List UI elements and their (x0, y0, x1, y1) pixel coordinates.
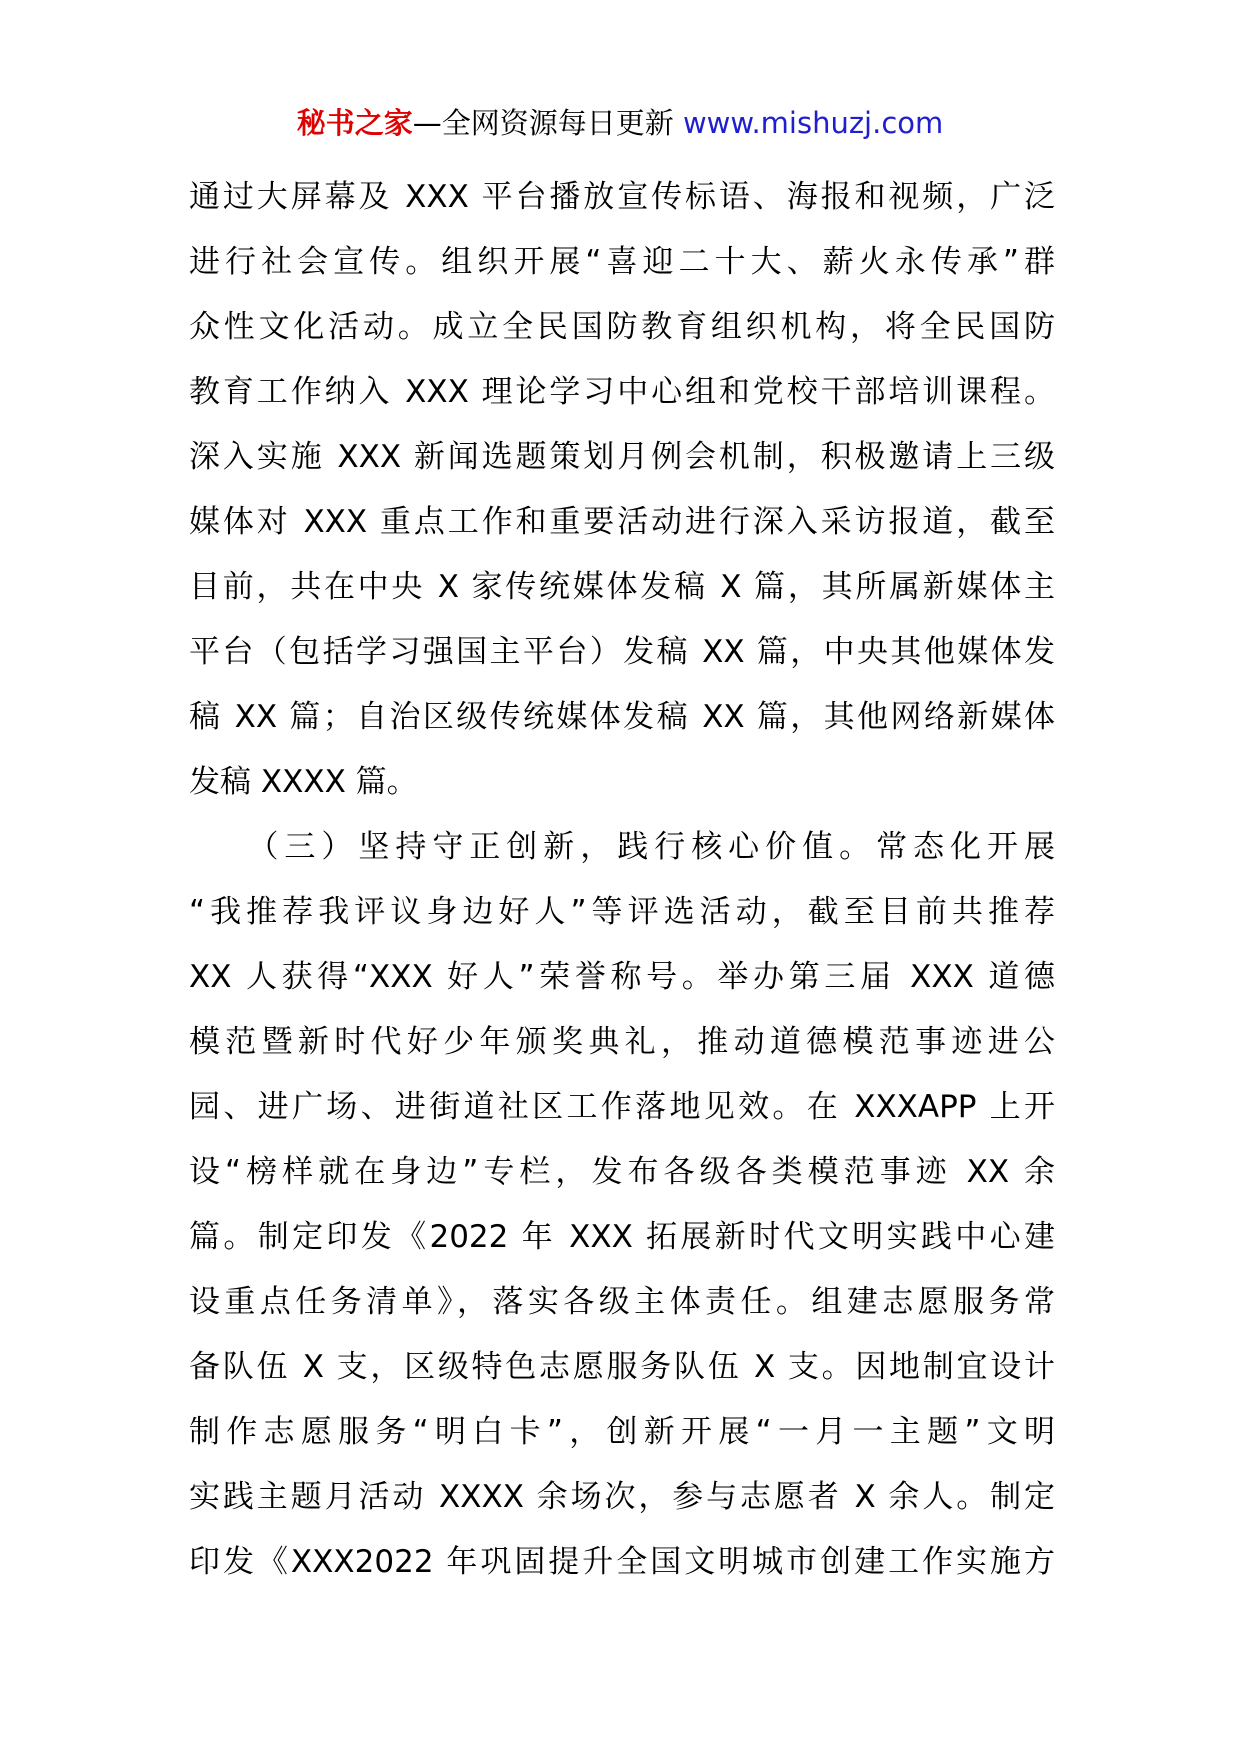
site-url-link[interactable]: www.mishuzj.com (682, 106, 944, 140)
page-header (0, 101, 1240, 145)
text-line: 教育工作纳入 XXX 理论学习中心组和党校干部培训课程。 (189, 374, 1055, 410)
text-line: 制作志愿服务“明白卡”，创新开展“一月一主题”文明 (189, 1414, 1055, 1450)
site-brand: 秘书之家 (296, 106, 413, 140)
text-line: 众性文化活动。成立全民国防教育组织机构，将全民国防 (189, 309, 1055, 345)
text-line: 发稿 XXXX 篇。 (189, 764, 418, 800)
text-line: 进行社会宣传。组织开展“喜迎二十大、薪火永传承”群 (189, 244, 1055, 280)
text-line: 设“榜样就在身边”专栏，发布各级各类模范事迹 XX 余 (189, 1154, 1055, 1190)
text-line: 篇。制定印发《2022 年 XXX 拓展新时代文明实践中心建 (189, 1219, 1055, 1255)
text-line: 备队伍 X 支，区级特色志愿服务队伍 X 支。因地制宜设计 (189, 1349, 1055, 1385)
document-body (189, 165, 1055, 1595)
text-line: 印发《XXX2022 年巩固提升全国文明城市创建工作实施方 (189, 1544, 1055, 1580)
text-line: 园、进广场、进街道社区工作落地见效。在 XXXAPP 上开 (189, 1089, 1055, 1125)
text-line: 媒体对 XXX 重点工作和重要活动进行深入采访报道，截至 (189, 504, 1055, 540)
text-line: 目前，共在中央 X 家传统媒体发稿 X 篇，其所属新媒体主 (189, 569, 1055, 605)
text-line: 稿 XX 篇；自治区级传统媒体发稿 XX 篇，其他网络新媒体 (189, 699, 1055, 735)
text-line: 设重点任务清单》，落实各级主体责任。组建志愿服务常 (189, 1284, 1055, 1320)
text-line: 模范暨新时代好少年颁奖典礼，推动道德模范事迹进公 (189, 1024, 1055, 1060)
text-line: 平台（包括学习强国主平台）发稿 XX 篇，中央其他媒体发 (189, 634, 1055, 670)
site-tagline: —全网资源每日更新 (412, 106, 674, 140)
text-line: 实践主题月活动 XXXX 余场次，参与志愿者 X 余人。制定 (189, 1479, 1055, 1515)
text-line: 通过大屏幕及 XXX 平台播放宣传标语、海报和视频，广泛 (189, 179, 1055, 215)
text-line: XX 人获得“XXX 好人”荣誉称号。举办第三届 XXX 道德 (189, 959, 1055, 995)
text-line: 深入实施 XXX 新闻选题策划月例会机制，积极邀请上三级 (189, 439, 1055, 475)
section-heading-line: （三）坚持守正创新，践行核心价值。常态化开展 (189, 829, 1055, 865)
text-line: “我推荐我评议身边好人”等评选活动，截至目前共推荐 (189, 894, 1055, 930)
